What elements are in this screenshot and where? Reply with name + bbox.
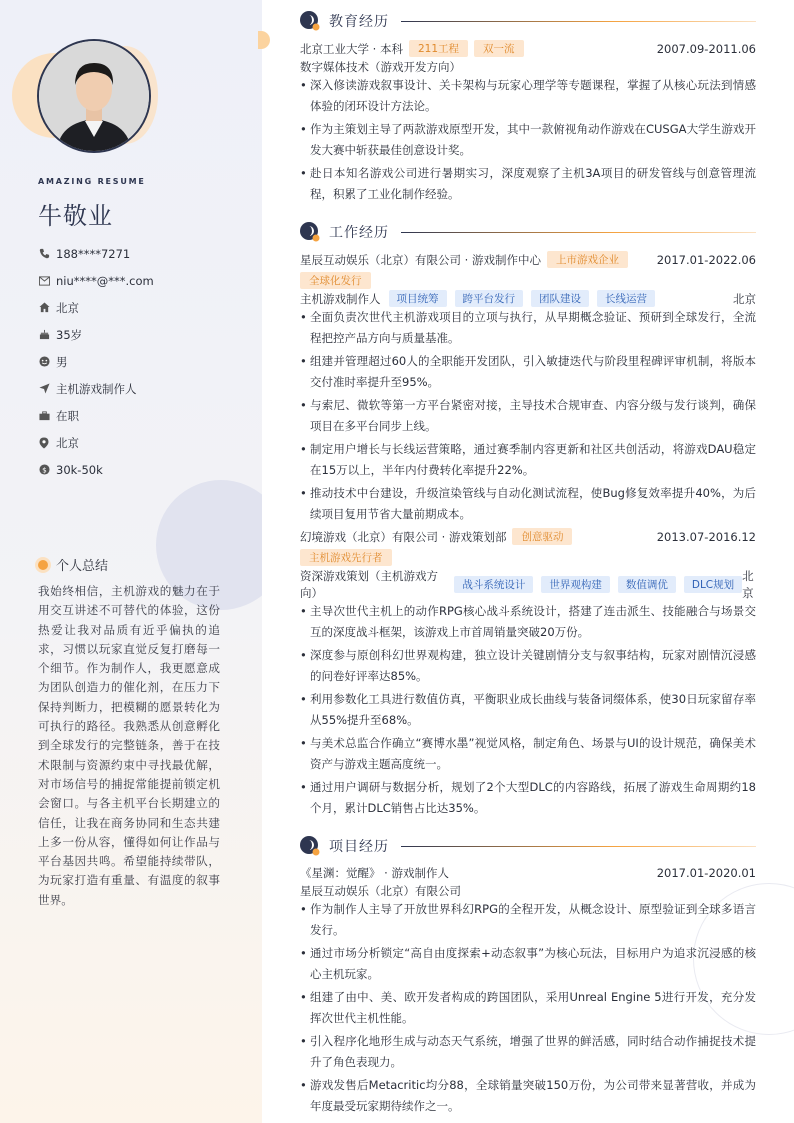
- skill-tag: 项目统筹: [389, 290, 447, 307]
- list-item: • 组建了由中、美、欧开发者构成的跨国团队，采用Unreal Engine 5进行开发，充分发挥次世代主机性能。: [300, 987, 756, 1029]
- list-item: • 深度参与原创科幻世界观构建，独立设计关键剧情分支与叙事结构，玩家对剧情沉浸感的问卷好评率达85%。: [300, 645, 756, 687]
- project-header-row: [300, 865, 756, 881]
- education-major: 数字媒体技术（游戏开发方向）: [300, 60, 461, 74]
- list-item: • 作为制作人主导了开放世界科幻RPG的全程开发，从概念设计、原型验证到全球多语言发行。: [300, 899, 756, 941]
- job-period: 2013.07-2016.12: [656, 529, 756, 544]
- skill-tag: 数值调优: [618, 576, 676, 593]
- summary-text: 我始终相信，主机游戏的魅力在于用交互讲述不可替代的体验，这份热爱让我对品质有近乎偏执的追求，习惯以玩家直觉反复打磨每一个细节。作为制作人，我更愿意成为团队创造力的催化剂，在压力下保持判断力，把模糊的愿景转化为可执行的路径。我熟悉从创意孵化到全球发行的完整链条，善于在技术限制与资源约束中寻找最优解，对市场信号的捕捉常能提前锁定机会窗口。与各主机平台长期建立的信任，让我在商务协同和生态共建上多一份从容，懂得如何让作品与平台基因共鸣。希望能持续带队，为玩家打造有重量、有温度的叙事世界。: [38, 584, 220, 907]
- person-name: 牛敬业: [38, 202, 113, 230]
- list-item: • 组建并管理超过60人的全职能开发团队，引入敏捷迭代与阶段里程碑评审机制，将版本交付准时率提升至95%。: [300, 351, 756, 393]
- list-item: • 与索尼、微软等第一方平台紧密对接，主导技术合规审查、内容分级与发行谈判，确保项目在多平台同步上线。: [300, 395, 756, 437]
- home-icon: [38, 302, 50, 314]
- list-item: • 引入程序化地形生成与动态天气系统，增强了世界的鲜活感，同时结合动作捕捉技术提升了角色表现力。: [300, 1031, 756, 1073]
- job-tag-row: [300, 272, 756, 289]
- job-bullets: [300, 601, 756, 821]
- education-heading: 教育经历: [300, 11, 756, 31]
- education-header-row: [300, 40, 756, 57]
- briefcase-icon: [38, 410, 50, 422]
- education-bullets: [300, 75, 756, 207]
- list-item: • 制定用户增长与长线运营策略，通过赛季制内容更新和社区共创活动，将游戏DAU稳定在15万以上，半年内付费转化率提升22%。: [300, 439, 756, 481]
- dot-icon: [38, 560, 48, 570]
- list-item: • 游戏发售后Metacritic均分88，全球销量突破150万份，为公司带来显著营收，并成为年度最受玩家期待续作之一。: [300, 1075, 756, 1117]
- list-item: • 通过市场分析锁定“高自由度探索+动态叙事”为核心玩法，目标用户为追求沉浸感的核心主机玩家。: [300, 943, 756, 985]
- list-item: • 深入修读游戏叙事设计、关卡架构与玩家心理学等专题课程，掌握了从核心玩法到情感体验的闭环设计方法论。: [300, 75, 756, 117]
- project-company: 星辰互动娱乐（北京）有限公司: [300, 884, 461, 898]
- list-item: • 赴日本知名游戏公司进行暑期实习，深度观察了主机3A项目的研发管线与创意管理流程，积累了工业化制作经验。: [300, 163, 756, 205]
- job-city: 北京: [733, 291, 756, 306]
- info-home: 北京: [38, 294, 154, 321]
- cake-icon: [38, 329, 50, 341]
- job-period: 2017.01-2022.06: [656, 252, 756, 267]
- list-item: • 推动技术中台建设，升级渲染管线与自动化测试流程，使Bug修复效率提升40%，为后续项目复用节省大量前期成本。: [300, 483, 756, 525]
- job-role-row: [300, 568, 756, 602]
- company-tag: 上市游戏企业: [547, 251, 628, 268]
- svg-text:$: $: [41, 465, 47, 475]
- section-divider: [401, 21, 756, 22]
- job-bullets: [300, 307, 756, 527]
- list-item: • 主导次世代主机上的动作RPG核心战斗系统设计，搭建了连击派生、技能融合与场景交互的深度战斗框架，该游戏上市首周销量突破20万份。: [300, 601, 756, 643]
- work-heading: 工作经历: [300, 222, 756, 242]
- skill-tag: 团队建设: [531, 290, 589, 307]
- mail-icon: [38, 275, 50, 287]
- company-tag: 全球化发行: [300, 272, 371, 289]
- gender-icon: [38, 356, 50, 368]
- info-salary: $ 30k-50k: [38, 456, 154, 483]
- info-gender: 男: [38, 348, 154, 375]
- sidebar: [0, 0, 262, 1123]
- section-icon: [300, 836, 320, 856]
- list-item: • 利用参数化工具进行数值仿真，平衡职业成长曲线与装备词缀体系，使30日玩家留存率从55%提升至68%。: [300, 689, 756, 731]
- brand-label: AMAZING RESUME: [38, 177, 146, 186]
- job-role: 资深游戏策划（主机游戏方向）: [300, 569, 438, 600]
- section-divider: [401, 846, 756, 847]
- list-item: • 与美术总监合作确立“赛博水墨”视觉风格，制定角色、场景与UI的设计规范，确保美术资产与游戏主题高度统一。: [300, 733, 756, 775]
- project-bullets: [300, 899, 756, 1119]
- company-name: 幻境游戏（北京）有限公司 · 游戏策划部: [300, 529, 507, 544]
- education-period: 2007.09-2011.06: [656, 41, 756, 56]
- company-tag: 创意驱动: [512, 528, 572, 545]
- info-email: niu****@***.com: [38, 267, 154, 294]
- list-item: • 通过用户调研与数据分析，规划了2个大型DLC的内容路线，拓展了游戏生命周期约18个月，累计DLC销售占比达35%。: [300, 777, 756, 819]
- project-heading: 项目经历: [300, 836, 756, 856]
- project-period: 2017.01-2020.01: [656, 866, 756, 880]
- skill-tag: 跨平台发行: [455, 290, 524, 307]
- job-role: 主机游戏制作人: [300, 291, 381, 306]
- avatar: [37, 39, 151, 153]
- section-icon: [300, 11, 320, 31]
- skill-tag: 战斗系统设计: [454, 576, 533, 593]
- school-tag: 211工程: [409, 40, 468, 57]
- list-item: • 全面负责次世代主机游戏项目的立项与执行，从早期概念验证、预研到全球发行，全流程把控产品方向与质量基准。: [300, 307, 756, 349]
- section-icon: [300, 222, 320, 242]
- salary-icon: [38, 464, 50, 476]
- job-header-row: [300, 528, 756, 545]
- company-tag: 主机游戏先行者: [300, 549, 392, 566]
- phone-icon: [38, 248, 50, 260]
- decorative-tab: [258, 31, 270, 49]
- skill-tag: DLC规划: [684, 576, 742, 593]
- skill-tag: 世界观构建: [541, 576, 610, 593]
- info-phone: 188****7271: [38, 240, 154, 267]
- company-name: 星辰互动娱乐（北京）有限公司 · 游戏制作中心: [300, 252, 541, 267]
- info-status: 在职: [38, 402, 154, 429]
- job-tag-row: [300, 549, 756, 566]
- job-header-row: [300, 251, 756, 268]
- section-divider: [401, 232, 756, 233]
- school-tag: 双一流: [474, 40, 524, 57]
- skill-tag: 长线运营: [597, 290, 655, 307]
- contact-info: [38, 240, 154, 483]
- info-position: 主机游戏制作人: [38, 375, 154, 402]
- info-age: 35岁: [38, 321, 154, 348]
- summary-heading: 个人总结: [38, 555, 108, 574]
- project-name: 《星渊：觉醒》 · 游戏制作人: [300, 866, 449, 880]
- job-role-row: [300, 290, 756, 307]
- list-item: • 作为主策划主导了两款游戏原型开发，其中一款俯视角动作游戏在CUSGA大学生游戏开发大赛中斩获最佳创意设计奖。: [300, 119, 756, 161]
- location-icon: [38, 437, 50, 449]
- job-city: 北京: [742, 569, 754, 600]
- send-icon: [38, 383, 50, 395]
- info-city: 北京: [38, 429, 154, 456]
- school-name: 北京工业大学 · 本科: [300, 41, 403, 56]
